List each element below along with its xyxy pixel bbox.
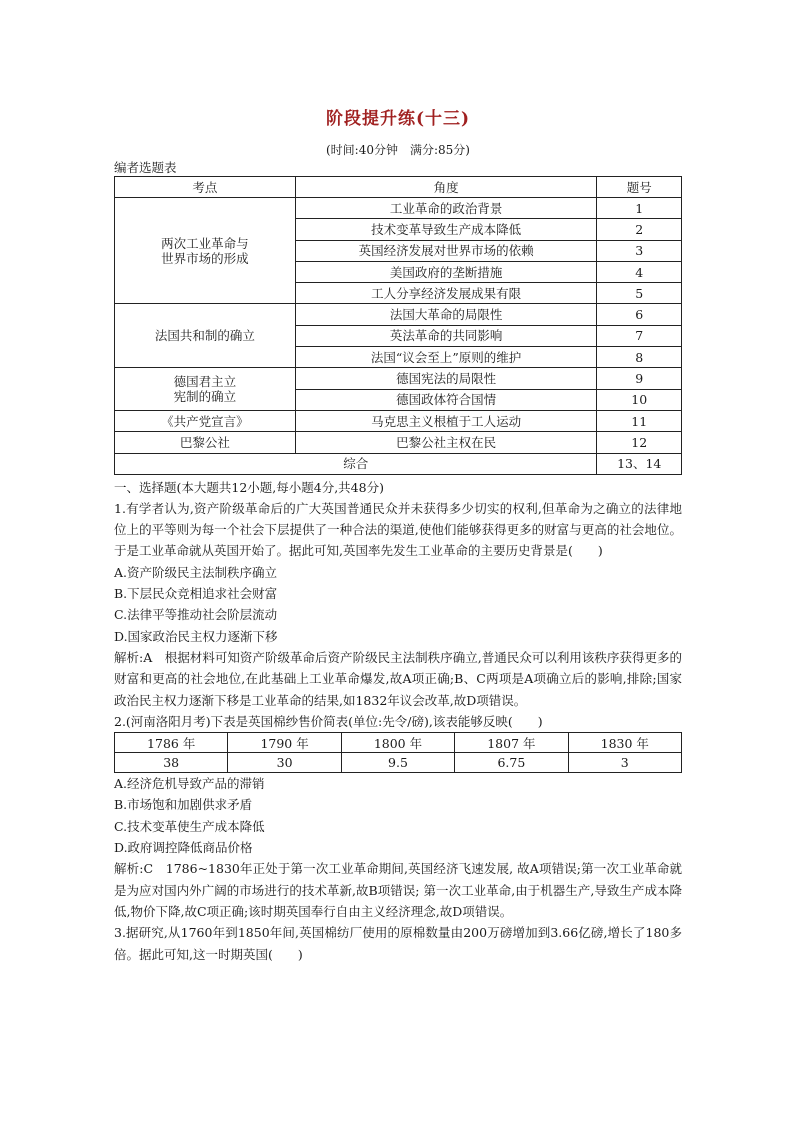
number-cell: 3: [597, 240, 682, 261]
page-title: 阶段提升练(十三): [325, 109, 471, 129]
price-value-row: [115, 753, 682, 773]
number-cell: 11: [597, 410, 682, 431]
exam-subtitle: (时间:40分钟 满分:85分): [326, 143, 470, 157]
angle-cell: 德国宪法的局限性: [295, 368, 597, 389]
table-header-row: [115, 177, 682, 198]
angle-cell: 巴黎公社主权在民: [295, 432, 597, 453]
header-topic: 考点: [115, 177, 296, 198]
angle-cell: 工业革命的政治背景: [295, 198, 597, 219]
year-cell: 1800 年: [341, 733, 454, 753]
table-caption: 编者选题表: [114, 160, 177, 175]
topic-cell: [115, 368, 296, 411]
number-cell: 7: [597, 325, 682, 346]
table-row: [115, 198, 682, 219]
year-cell: 1830 年: [568, 733, 681, 753]
angle-cell: 法国大革命的局限性: [295, 304, 597, 325]
angle-cell: 马克思主义根植于工人运动: [295, 410, 597, 431]
topic-cell: 巴黎公社: [115, 432, 296, 453]
topic-cell: 《共产党宣言》: [115, 410, 296, 431]
number-cell: 8: [597, 347, 682, 368]
number-cell: 9: [597, 368, 682, 389]
question-1-option-b: B.下层民众竞相追求社会财富: [114, 586, 278, 602]
question-1-option-d: D.国家政治民主权力逐渐下移: [114, 628, 278, 644]
question-1-analysis: 解析:A 根据材料可知资产阶级革命后资产阶级民主法制秩序确立,普通民众可以利用该秩序获得更多的财富和更高的社会地位,在此基础上工业革命爆发,故A项正确;B、C两项是A项确立后的影响,排除;国家政治民主权力逐渐下移是工业革命的结果,如1832年议会改革,故D项错误。: [114, 649, 682, 708]
table-summary-row: [115, 453, 682, 474]
selection-table: [114, 176, 682, 475]
price-cell: 6.75: [455, 753, 568, 773]
number-cell: 6: [597, 304, 682, 325]
year-cell: 1790 年: [228, 733, 341, 753]
question-2-stem: 2.(河南洛阳月考)下表是英国棉纱售价简表(单位:先令/磅),该表能够反映( ): [114, 713, 543, 729]
header-number: 题号: [597, 177, 682, 198]
topic-line: 两次工业革命与: [161, 235, 249, 251]
price-cell: 9.5: [341, 753, 454, 773]
number-cell: 12: [597, 432, 682, 453]
price-cell: 38: [115, 753, 228, 773]
table-row: [115, 410, 682, 431]
year-cell: 1786 年: [115, 733, 228, 753]
number-cell: 2: [597, 219, 682, 240]
question-2-option-c: C.技术变革使生产成本降低: [114, 818, 265, 834]
table-row: [115, 304, 682, 325]
number-cell: 4: [597, 261, 682, 282]
angle-cell: 英法革命的共同影响: [295, 325, 597, 346]
question-2-option-b: B.市场饱和加剧供求矛盾: [114, 797, 253, 813]
section-heading: 一、选择题(本大题共12小题,每小题4分,共48分): [114, 479, 384, 495]
price-cell: 3: [568, 753, 681, 773]
topic-line: 宪制的确立: [173, 389, 237, 405]
angle-cell: 工人分享经济发展成果有限: [295, 283, 597, 304]
question-2-option-a: A.经济危机导致产品的滞销: [114, 776, 265, 792]
question-2-option-d: D.政府调控降低商品价格: [114, 840, 253, 856]
number-cell: 5: [597, 283, 682, 304]
question-1-stem: 1.有学者认为,资产阶级革命后的广大英国普通民众并未获得多少切实的权利,但革命为之确立的法律地位上的平等则为每一个社会下层提供了一种合法的渠道,使他们能够获得更多的财富与更高的社会地位。于是工业革命就从英国开始了。据此可知,英国率先发生工业革命的主要历史背景是( ): [114, 500, 682, 559]
summary-label: 综合: [115, 453, 597, 474]
angle-cell: 英国经济发展对世界市场的依赖: [295, 240, 597, 261]
header-angle: 角度: [295, 177, 597, 198]
number-cell: 10: [597, 389, 682, 410]
question-1-option-c: C.法律平等推动社会阶层流动: [114, 607, 278, 623]
angle-cell: 美国政府的垄断措施: [295, 261, 597, 282]
topic-cell: [115, 198, 296, 304]
question-3-stem: 3.据研究,从1760年到1850年间,英国棉纺厂使用的原棉数量由200万磅增加到3.66亿磅,增长了180多倍。据此可知,这一时期英国( ): [114, 925, 682, 962]
angle-cell: 法国“议会至上”原则的维护: [295, 347, 597, 368]
number-cell: 1: [597, 198, 682, 219]
table-row: [115, 368, 682, 389]
price-cell: 30: [228, 753, 341, 773]
table-row: [115, 432, 682, 453]
summary-number: 13、14: [597, 453, 682, 474]
topic-line: 德国君主立: [173, 374, 237, 390]
year-cell: 1807 年: [455, 733, 568, 753]
price-table: [114, 732, 682, 773]
topic-line: 世界市场的形成: [161, 250, 249, 266]
angle-cell: 德国政体符合国情: [295, 389, 597, 410]
question-2-analysis: 解析:C 1786~1830年正处于第一次工业革命期间,英国经济飞速发展, 故A项错误;第一次工业革命就是为应对国内外广阔的市场进行的技术革新,故B项错误; 第一次工业革命,由于机器生产,导致生产成本降低,物价下降,故C项正确;该时期英国奉行自由主义经济理念,故D项错误。: [114, 861, 682, 919]
question-1-option-a: A.资产阶级民主法制秩序确立: [114, 564, 278, 580]
angle-cell: 技术变革导致生产成本降低: [295, 219, 597, 240]
topic-cell: 法国共和制的确立: [115, 304, 296, 368]
price-year-row: [115, 733, 682, 753]
document-page: [114, 104, 682, 965]
